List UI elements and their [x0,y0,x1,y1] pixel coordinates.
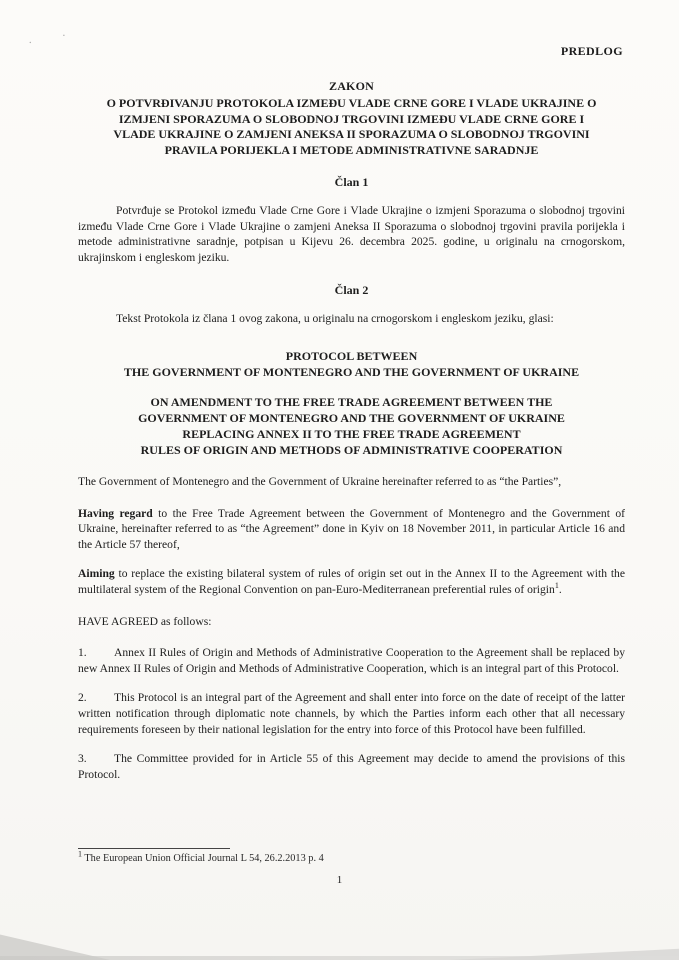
article-2-body: Tekst Protokola iz člana 1 ovog zakona, u originalu na crnogorskom i engleskom jeziku, glasi: [116,312,554,326]
footnote-separator [78,848,230,849]
protocol-subtitle-line: RULES OF ORIGIN AND METHODS OF ADMINISTRATIVE COOPERATION [140,442,563,457]
law-subtitle-line: PRAVILA PORIJEKLA I METODE ADMINISTRATIVNE SARADNJE [164,142,539,157]
clause-text: Annex II Rules of Origin and Methods of Administrative Cooperation to the Agreement shall be replaced by new Annex II Rules of Origin and Methods of Administrative Cooperation, which is an integral part of this Protocol. [78,646,625,675]
clause-text: The Committee provided for in Article 55 of this Agreement may decide to amend the provisions of this Protocol. [78,752,625,781]
clause-text: This Protocol is an integral part of the Agreement and shall enter into force on the date of receipt of the latter written notification through diplomatic note channels, by which the Parties inform each other that all necessary requirements foreseen by their national legislation for the entry into force of this Protocol have been fulfilled. [78,691,625,736]
law-subtitle-line: IZMJENI SPORAZUMA O SLOBODNOJ TRGOVINI IZMEĐU VLADE CRNE GORE I [118,111,585,126]
clause-paragraph-1 [78,645,625,676]
page-number: 1 [336,874,343,886]
aiming-body: to replace the existing bilateral system of rules of origin set out in the Annex II to the Agreement with the multilateral system of the Regional Convention on pan-Euro-Mediterranean preferential rules of origin [78,567,625,596]
having-regard-lead: Having regard [78,506,153,520]
protocol-subtitle [78,394,625,458]
law-title: ZAKON [328,79,374,93]
law-subtitle-line: O POTVRĐIVANJU PROTOKOLA IZMEĐU VLADE CRNE GORE I VLADE UKRAJINE O [106,96,597,110]
footnote-text: The European Union Official Journal L 54, 26.2.2013 p. 4 [82,853,324,864]
protocol-subtitle-line: REPLACING ANNEX II TO THE FREE TRADE AGREEMENT [182,426,521,441]
scan-artifact-mark: · · [27,26,81,50]
footnote-number: 1 [78,849,82,859]
clause-number: 1. [78,646,87,660]
protocol-title-line: THE GOVERNMENT OF MONTENEGRO AND THE GOVERNMENT OF UKRAINE [123,364,580,379]
document-tag-predlog: PREDLOG [560,44,623,58]
article-1-body: Potvrđuje se Protokol između Vlade Crne Gore i Vlade Ukrajine o izmjeni Sporazuma o slobodnoj trgovini između Vlade Crne Gore i Vlade Ukrajine o zamjeni Aneksa II Sporazuma o slobodnoj trgovini pravila porijekla i metode administrativne saradnje, potpisan u Kijevu 26. decembra 2025. godine, u originalu na crnogorskom, ukrajinskom i engleskom jeziku. [78,204,625,264]
clause-number: 3. [78,752,87,766]
having-regard-paragraph [78,506,625,553]
aiming-paragraph [78,566,625,597]
clause-number: 2. [78,691,87,705]
have-agreed-line: HAVE AGREED as follows: [78,614,212,628]
having-regard-body: to the Free Trade Agreement between the Government of Montenegro and the Government of Ukraine, hereinafter referred to as “the Agreement” done in Kyiv on 18 November 2011, in particular Article 16 and the Article 57 thereof, [78,506,625,551]
article-2-heading: Član 2 [334,283,369,298]
article-1-heading: Član 1 [334,175,369,189]
law-subtitle [78,96,625,158]
law-subtitle-line: VLADE UKRAJINE O ZAMJENI ANEKSA II SPORAZUMA O SLOBODNOJ TRGOVINI [113,127,590,141]
protocol-title-line: PROTOCOL BETWEEN [285,348,418,363]
parties-paragraph: The Government of Montenegro and the Government of Ukraine hereinafter referred to as “the Parties”, [78,474,562,488]
protocol-title [78,348,625,380]
clause-paragraph-3 [78,751,625,782]
clause-paragraph-2 [78,690,625,737]
aiming-end: . [558,582,562,596]
footnote-reference-mark: 1 [554,581,559,591]
aiming-lead: Aiming [78,567,115,581]
protocol-subtitle-line: ON AMENDMENT TO THE FREE TRADE AGREEMENT BETWEEN THE [150,394,553,409]
scan-edge-bottom [0,956,679,960]
protocol-subtitle-line: GOVERNMENT OF MONTENEGRO AND THE GOVERNMENT OF UKRAINE [138,410,565,425]
footnote [78,849,625,864]
footnote-block [78,848,625,864]
